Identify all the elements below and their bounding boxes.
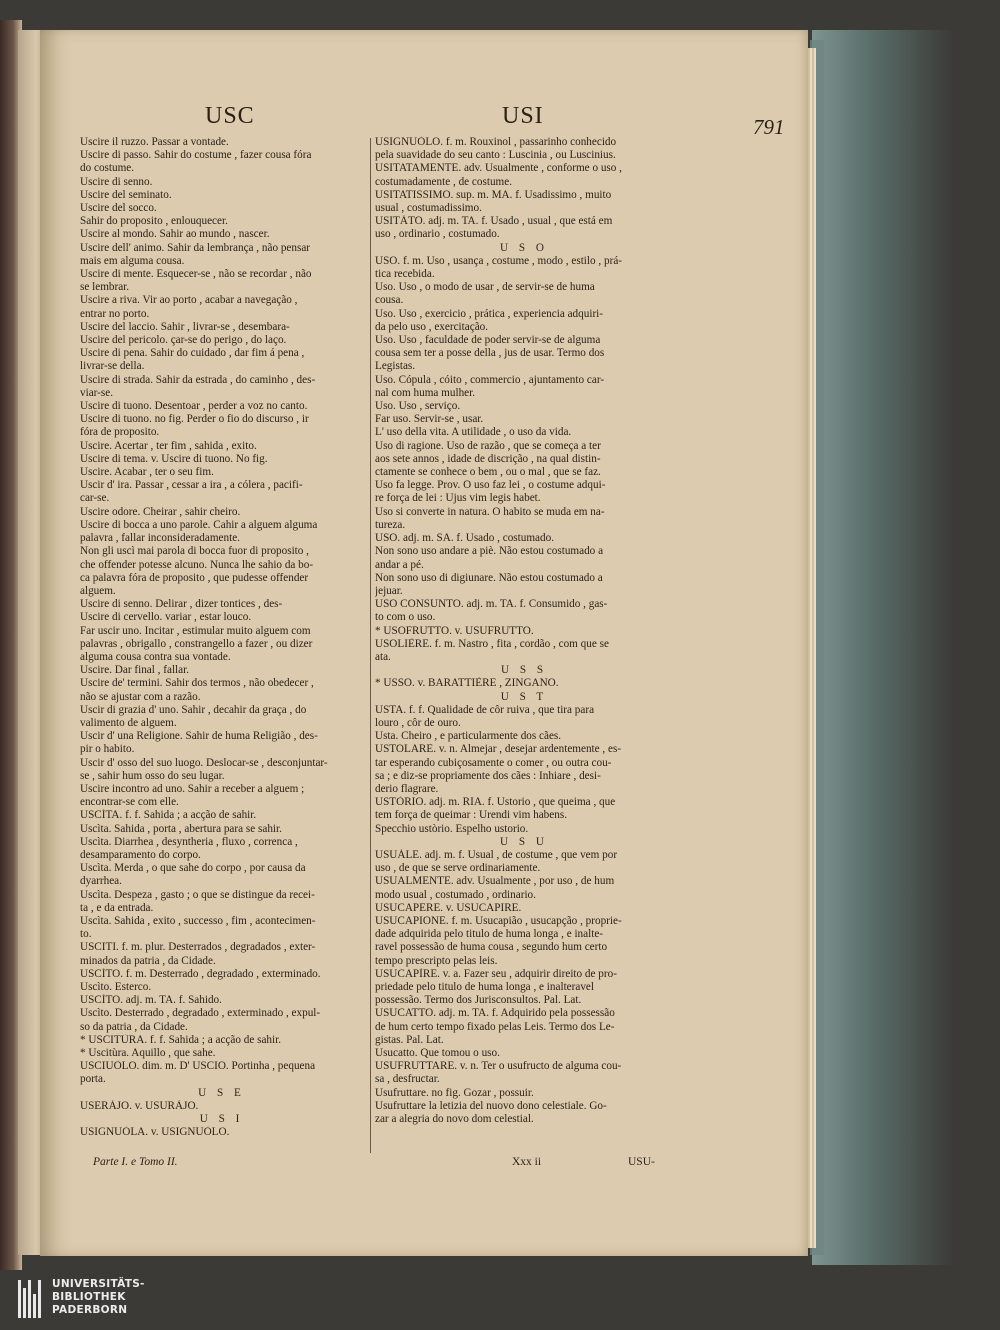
entry-line: Uscìta. Despeza , gasto ; o que se distingue da recei- (80, 888, 315, 901)
entry-line: Far uscir uno. Incitar , estimular muito alguem com (80, 624, 311, 637)
entry-line: Uso. Uso , serviço. (375, 400, 461, 413)
entry-line: nal com huma mulher. (375, 386, 476, 399)
entry-line: * USCITÙRA. f. f. Sahida ; a acção de sahir. (80, 1033, 282, 1046)
entry-line: Uscire del pericolo. çar-se do perigo , do laço. (80, 334, 287, 347)
entry-line: Uscir d' ira. Passar , cessar a ira , a cólera , pacifi- (80, 479, 303, 492)
entry-line: to. (80, 928, 92, 941)
entry-line: não se ajustar com a razão. (80, 690, 201, 703)
left-column (80, 136, 363, 1139)
section-letter-heading: U S E (198, 1086, 245, 1099)
catchword: USU- (628, 1156, 655, 1168)
entry-line: sa ; e diz-se propriamente dos cães : Inhiare , desi- (375, 769, 601, 782)
entry-line: viar-se. (80, 386, 114, 399)
entry-line: car-se. (80, 492, 110, 505)
entry-line: ravel possessão de huma cousa , segundo hum certo (375, 941, 608, 954)
entry-line: tempo prescripto pelas leis. (375, 954, 498, 967)
entry-line: gistas. Pal. Lat. (375, 1033, 444, 1046)
entry-line: tar esperando cubiçosamente o comer , ou outra cou- (375, 756, 612, 769)
entry-line: Uscire di strada. Sahir da estrada , do caminho , des- (80, 373, 316, 386)
entry-line: USUCAPERE. v. USUCAPIRE. (375, 901, 522, 914)
entry-line: Uscire di mente. Esquecer-se , não se recordar , não (80, 268, 312, 281)
entry-line: aos sete annos , idade de discrição , na qual distin- (375, 452, 601, 465)
entry-line: de hum certo tempo fixado pelas Leis. Termo dos Le- (375, 1020, 615, 1033)
entry-line: Uscire di tuono. no fig. Perder o fio do discurso , ir (80, 413, 309, 426)
signature-mark: Parte I. e Tomo II. (93, 1156, 178, 1168)
entry-line: Non sono uso di digiunare. Não estou costumado a (375, 571, 603, 584)
entry-line: Uscire. Acabar , ter o seu fim. (80, 466, 214, 479)
library-logo (18, 1278, 158, 1322)
entry-line: ctamente se conhece o bem , ou o mal , que se faz. (375, 466, 601, 479)
section-letter-heading: U S U (500, 835, 548, 848)
entry-line: desamparamento do corpo. (80, 848, 201, 861)
entry-line: priedade pelo titulo de huma longa , e inalteravel (375, 981, 595, 993)
entry-line: USCITI. f. m. plur. Desterrados , degradados , exter- (80, 941, 316, 954)
running-head-center: USI (502, 103, 544, 129)
section-letter-heading: U S O (500, 241, 548, 254)
entry-line: ca palavra fóra de proposito , que pudesse offender (80, 571, 309, 584)
entry-line: USITATISSIMO. sup. m. MA. f. Usadissimo , muito (375, 188, 612, 201)
entry-line: fóra de proposito. (80, 426, 160, 439)
entry-line: palavra , fallar inconsideradamente. (80, 532, 240, 545)
entry-line: Uscire di senno. Delirar , dizer tontices , des- (80, 598, 283, 611)
entry-line: dade adquirida pelo titulo de huma longa , e inalte- (375, 928, 604, 941)
entry-line: Usufruttare la letizia del nuovo dono celestiale. Go- (375, 1099, 607, 1112)
entry-line: Uscire di tuono. Desentoar , perder a voz no canto. (80, 400, 308, 413)
entry-line: Uscìto. Esterco. (80, 981, 152, 993)
entry-line: Uscire. Dar final , fallar. (80, 664, 190, 677)
logo-line: BIBLIOTHEK (52, 1291, 126, 1303)
entry-line: encontrar-se com elle. (80, 796, 179, 809)
entry-line: entrar no porto. (80, 307, 150, 320)
entry-line: Uso. Cópula , cóito , commercio , ajuntamento car- (375, 373, 605, 386)
entry-line: * Uscitùra. Aquillo , que sahe. (80, 1047, 216, 1060)
entry-line: USCÌTO. adj. m. TA. f. Sahido. (80, 994, 222, 1007)
entry-line: da pelo uso , exercitação. (375, 320, 489, 333)
entry-line: USITATAMENTE. adv. Usualmente , conforme o uso , (375, 162, 622, 175)
entry-line: tureza. (375, 518, 406, 531)
entry-line: USO. f. m. Uso , usança , costume , modo , estilo , prá- (375, 254, 623, 267)
entry-line: USTÒRIO. adj. m. RIA. f. Ustorio , que queima , que (375, 796, 616, 809)
entry-line: Uscir d' una Religione. Sahir de huma Religião , des- (80, 730, 318, 743)
entry-line: USCÌTA. f. f. Sahida ; a acção de sahir. (80, 809, 257, 822)
entry-line: USUFRUTTARE. v. n. Ter o usufructo de alguma cou- (375, 1060, 622, 1073)
entry-line: Far uso. Servir-se , usar. (375, 413, 484, 426)
entry-line: se , sahir hum osso do seu lugar. (80, 769, 225, 782)
entry-line: Uscire di bocca a uno parole. Cahir a alguem alguma (80, 518, 318, 531)
entry-line: to com o uso. (375, 611, 436, 624)
entry-line: ta , e da entrada. (80, 901, 154, 914)
entry-line: Uso di ragione. Uso de razão , que se começa a ter (375, 439, 601, 452)
entry-line: Uso si converte in natura. O habito se muda em na- (375, 505, 605, 518)
entry-line: mais em alguma cousa. (80, 254, 185, 267)
logo-line: UNIVERSITÄTS- (52, 1278, 145, 1290)
entry-line: USERÀJO. v. USURÀJO. (80, 1099, 199, 1112)
entry-line: louro , côr de ouro. (375, 716, 461, 729)
entry-line: Uscire dell' animo. Sahir da lembrança , não pensar (80, 241, 311, 254)
section-letter-heading: U S T (500, 690, 548, 703)
entry-line: so da patria , da Cidade. (80, 1020, 188, 1033)
entry-line: costumadamente , de costume. (375, 175, 513, 188)
entry-line: pir o habito. (80, 743, 135, 756)
entry-line: Uscire de' termini. Sahir dos termos , não obedecer , (80, 677, 314, 690)
entry-line: che offender potesse alcuno. Nunca lhe sahio da bo- (80, 558, 314, 571)
entry-line: Usta. Cheiro , e particularmente dos cães. (375, 730, 562, 743)
right-column (375, 136, 673, 1126)
entry-line: L' uso della vita. A utilidade , o uso da vida. (375, 426, 572, 439)
entry-line: Uso. Uso , exercicio , prática , experiencia adquiri- (375, 307, 604, 320)
gathering-mark: Xxx ii (512, 1156, 542, 1168)
library-logo-icon (18, 1280, 46, 1318)
entry-line: USO CONSUNTO. adj. m. TA. f. Consumido , gas- (375, 598, 608, 611)
entry-line: cousa. (375, 294, 404, 307)
entry-line: Uscìta. Sahida , porta , abertura para se sahir. (80, 822, 282, 835)
entry-line: Uscire incontro ad uno. Sahir a receber a alguem ; (80, 782, 305, 795)
entry-line: zar a alegria do novo dom celestial. (375, 1113, 534, 1126)
entry-line: USITÀTO. adj. m. TA. f. Usado , usual , que está em (375, 215, 613, 228)
entry-line: Uscire del laccio. Sahir , livrar-se , desembara- (80, 320, 290, 333)
entry-line: Sahir do proposito , enlouquecer. (80, 215, 228, 228)
entry-line: pela suavidade do seu canto : Luscinia , ou Luscinius. (375, 149, 616, 162)
entry-line: Uso. Uso , o modo de usar , de servir-se de huma (375, 281, 595, 294)
entry-line: Uscire di tema. v. Uscire di tuono. No fig. (80, 452, 268, 465)
entry-line: Uscìta. Diarrhea , desyntheria , fluxo , correnca , (80, 835, 298, 848)
entry-line: USIGNUÒLO. f. m. Rouxinol , passarinho conhecido (375, 136, 617, 148)
entry-line: valimento de alguem. (80, 716, 177, 729)
entry-line: USUCAPÌRE. v. a. Fazer seu , adquirir direito de pro- (375, 967, 617, 980)
entry-line: livrar-se della. (80, 360, 145, 373)
entry-line: * USSO. v. BARATTIÈRE , ZINGANO. (375, 677, 559, 690)
entry-line: Legistas. (375, 360, 416, 373)
entry-line: do costume. (80, 162, 135, 175)
entry-line: Uscìta. Sahida , exito , successo , fim , acontecimen- (80, 914, 316, 927)
entry-line: ata. (375, 650, 391, 663)
column-divider (370, 138, 371, 1153)
entry-line: se lembrar. (80, 281, 130, 294)
entry-line: minados da patria , da Cidade. (80, 954, 216, 967)
entry-line: tica recebida. (375, 268, 435, 281)
entry-line: possessão. Termo dos Jurisconsultos. Pal. Lat. (375, 994, 582, 1007)
entry-line: Uscire di passo. Sahir do costume , fazer cousa fóra (80, 149, 312, 162)
entry-line: uso , de que se serve ordinariamente. (375, 862, 541, 875)
entry-line: Non gli uscì mai parola di bocca fuor di proposito , (80, 545, 309, 558)
entry-line: modo usual , costumado , ordinario. (375, 888, 536, 901)
entry-line: USCÌTO. f. m. Desterrado , degradado , exterminado. (80, 967, 321, 980)
entry-line: uso , ordinario , costumado. (375, 228, 500, 241)
entry-line: Uscire a riva. Vir ao porto , acabar a navegação , (80, 294, 298, 307)
entry-line: USUCATTO. adj. m. TA. f. Adquirido pela possessão (375, 1007, 615, 1020)
entry-line: Uscire del seminato. (80, 188, 172, 201)
book-cover-board (812, 30, 1000, 1265)
logo-line: PADERBORN (52, 1304, 128, 1316)
entry-line: Uscire di cervello. variar , estar louco. (80, 611, 252, 624)
entry-line: Uso fa legge. Prov. O uso faz lei , o costume adqui- (375, 479, 606, 492)
entry-line: dyarrhea. (80, 875, 122, 888)
entry-line: Usucatto. Que tomou o uso. (375, 1047, 500, 1060)
entry-line: jejuar. (375, 584, 403, 597)
library-logo-text (52, 1278, 145, 1317)
entry-line: * USOFRUTTO. v. USUFRUTTO. (375, 624, 534, 637)
entry-line: alguem. (80, 584, 116, 597)
entry-line: USCIUÒLO. dim. m. D' USCIO. Portinha , pequena (80, 1060, 316, 1073)
entry-line: Uscire del socco. (80, 202, 157, 215)
entry-line: sa , desfructar. (375, 1073, 440, 1086)
entry-line: USOLIÈRE. f. m. Nastro , fita , cordão , com que se (375, 637, 609, 650)
entry-line: Uscire. Acertar , ter fim , sahida , exito. (80, 439, 257, 452)
section-letter-heading: U S I (199, 1113, 244, 1126)
entry-line: andar a pé. (375, 558, 424, 571)
entry-line: USTOLARE. v. n. Almejar , desejar ardentemente , es- (375, 743, 622, 756)
entry-line: Uscir d' osso del suo luogo. Deslocar-se , desconjuntar- (80, 756, 328, 769)
entry-line: USUÀLE. adj. m. f. Usual , de costume , que vem por (375, 848, 618, 861)
entry-line: Uscìto. Desterrado , degradado , exterminado , expul- (80, 1007, 321, 1020)
page-number: 791 (753, 115, 785, 139)
entry-line: USUCAPIONE. f. m. Usucapião , usucapção , proprie- (375, 914, 622, 927)
running-head-left: USC (205, 103, 255, 129)
entry-line: derio flagrare. (375, 782, 439, 795)
entry-line: Non sono uso andare a piè. Não estou costumado a (375, 545, 604, 558)
entry-line: porta. (80, 1073, 106, 1086)
entry-line: USIGNUÒLA. v. USIGNUÒLO. (80, 1126, 230, 1139)
entry-line: alguma cousa contra sua vontade. (80, 650, 231, 663)
entry-line: Uscìta. Merda , o que sahe do corpo , por causa da (80, 862, 306, 875)
entry-line: palavras , obrigallo , constrangello a fazer , ou dizer (80, 637, 313, 650)
entry-line: re força de lei : Ujus vim legis habet. (375, 492, 541, 505)
entry-line: Specchio ustòrio. Espelho ustorio. (375, 822, 529, 835)
entry-line: Usufruttare. no fig. Gozar , possuir. (375, 1086, 534, 1099)
entry-line: Uscir di grazia d' uno. Sahir , decahir da graça , do (80, 703, 307, 716)
entry-line: cousa sem ter a posse della , jus de usar. Termo dos (375, 347, 605, 360)
entry-line: tem força de queimar : Urendi vim habens. (375, 809, 567, 822)
section-letter-heading: U S S (500, 664, 548, 677)
entry-line: Uscire di senno. (80, 175, 153, 188)
entry-line: Uscire di pena. Sahir do cuidado , dar fim á pena , (80, 347, 305, 360)
entry-line: USTA. f. f. Qualidade de côr ruiva , que tira para (375, 703, 595, 716)
entry-line: Uscire odore. Cheirar , sahir cheiro. (80, 505, 241, 518)
entry-line: USUALMENTE. adv. Usualmente , por uso , de hum (375, 875, 615, 888)
entry-line: Uscire il ruzzo. Passar a vontade. (80, 136, 229, 148)
entry-line: Uscire al mondo. Sahir ao mundo , nascer. (80, 228, 270, 241)
entry-line: USO. adj. m. SA. f. Usado , costumado. (375, 532, 554, 545)
entry-line: usual , costumadissimo. (375, 202, 482, 215)
entry-line: Uso. Uso , faculdade de poder servir-se de alguma (375, 334, 601, 347)
